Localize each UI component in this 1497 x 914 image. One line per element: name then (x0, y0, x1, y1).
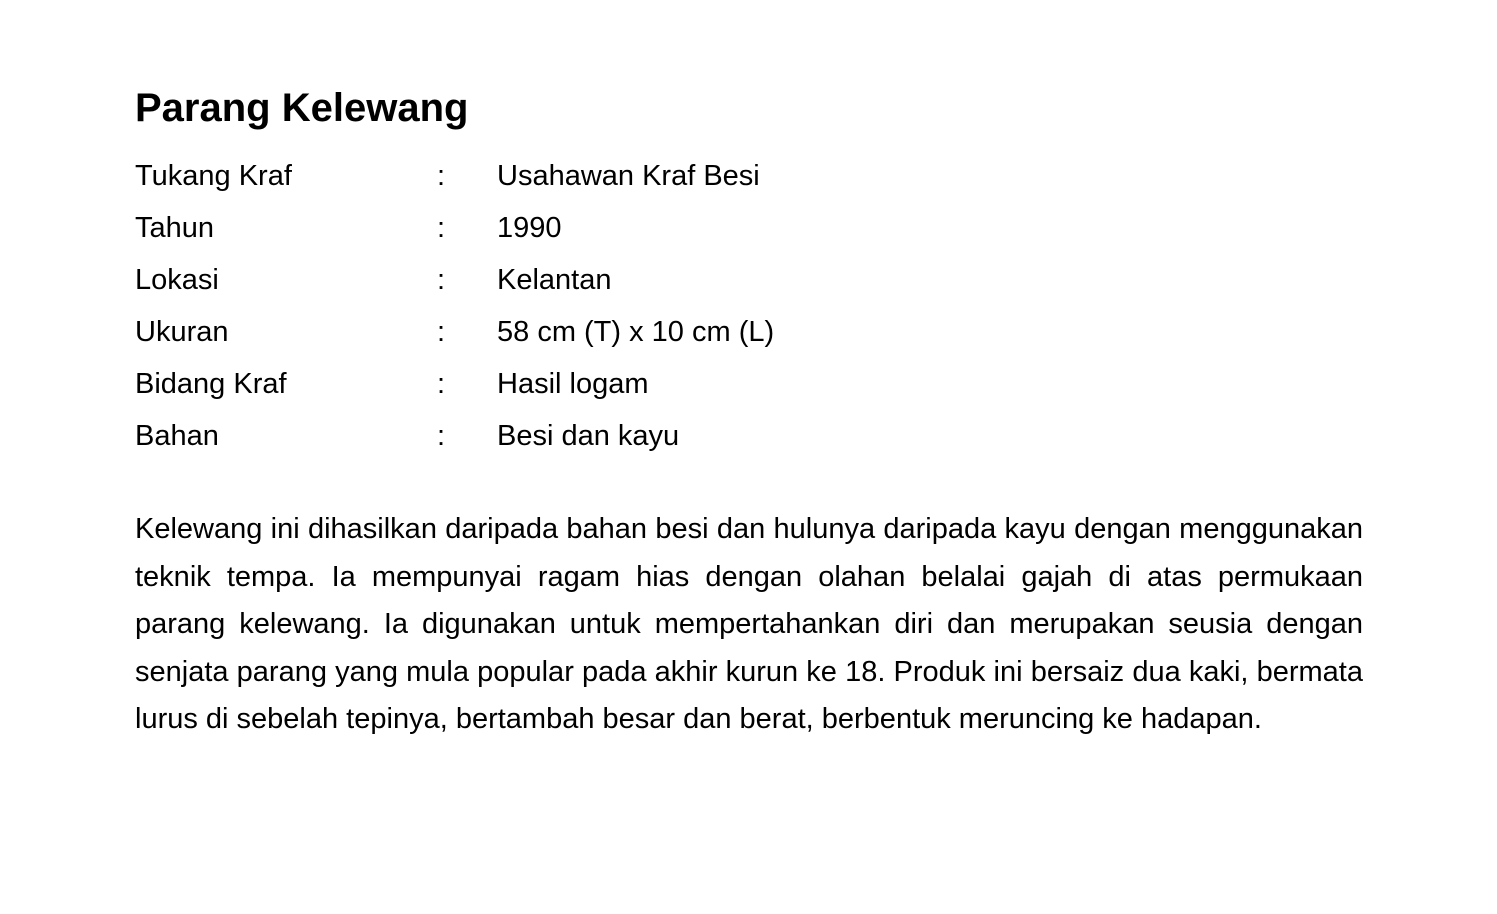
detail-separator: : (437, 264, 446, 296)
detail-row-bahan (135, 410, 1363, 462)
detail-separator: : (437, 212, 446, 244)
description-paragraph: Kelewang ini dihasilkan daripada bahan besi dan hulunya daripada kayu dengan menggunakan teknik tempa. Ia mempunyai ragam hias dengan olahan belalai gajah di atas permukaan parang kelewang. Ia digunakan untuk mempertahankan diri dan merupakan seusia dengan senjata parang yang mula popular pada akhir kurun ke 18. Produk ini bersaiz dua kaki, bermata lurus di sebelah tepinya, bertambah besar dan berat, berbentuk meruncing ke hadapan. (135, 513, 1363, 735)
detail-value: 1990 (497, 212, 562, 244)
detail-separator: : (437, 368, 446, 400)
detail-row-tahun (135, 202, 1363, 254)
detail-label: Tukang Kraf (135, 160, 292, 192)
detail-value: Besi dan kayu (497, 420, 680, 452)
detail-label: Bidang Kraf (135, 368, 287, 400)
detail-separator: : (437, 160, 446, 192)
detail-label: Ukuran (135, 316, 229, 348)
document-content (135, 84, 1363, 744)
detail-row-ukuran (135, 306, 1363, 358)
detail-label: Lokasi (135, 264, 219, 296)
detail-label: Bahan (135, 420, 219, 452)
detail-value: 58 cm (T) x 10 cm (L) (497, 316, 775, 348)
detail-row-bidang-kraf (135, 358, 1363, 410)
page-title: Parang Kelewang (135, 86, 469, 130)
detail-separator: : (437, 316, 446, 348)
detail-value: Hasil logam (497, 368, 649, 400)
details-list (135, 150, 1363, 462)
detail-label: Tahun (135, 212, 215, 244)
detail-row-lokasi (135, 254, 1363, 306)
detail-value: Usahawan Kraf Besi (497, 160, 760, 192)
detail-separator: : (437, 420, 446, 452)
detail-value: Kelantan (497, 264, 612, 296)
detail-row-tukang-kraf (135, 150, 1363, 202)
